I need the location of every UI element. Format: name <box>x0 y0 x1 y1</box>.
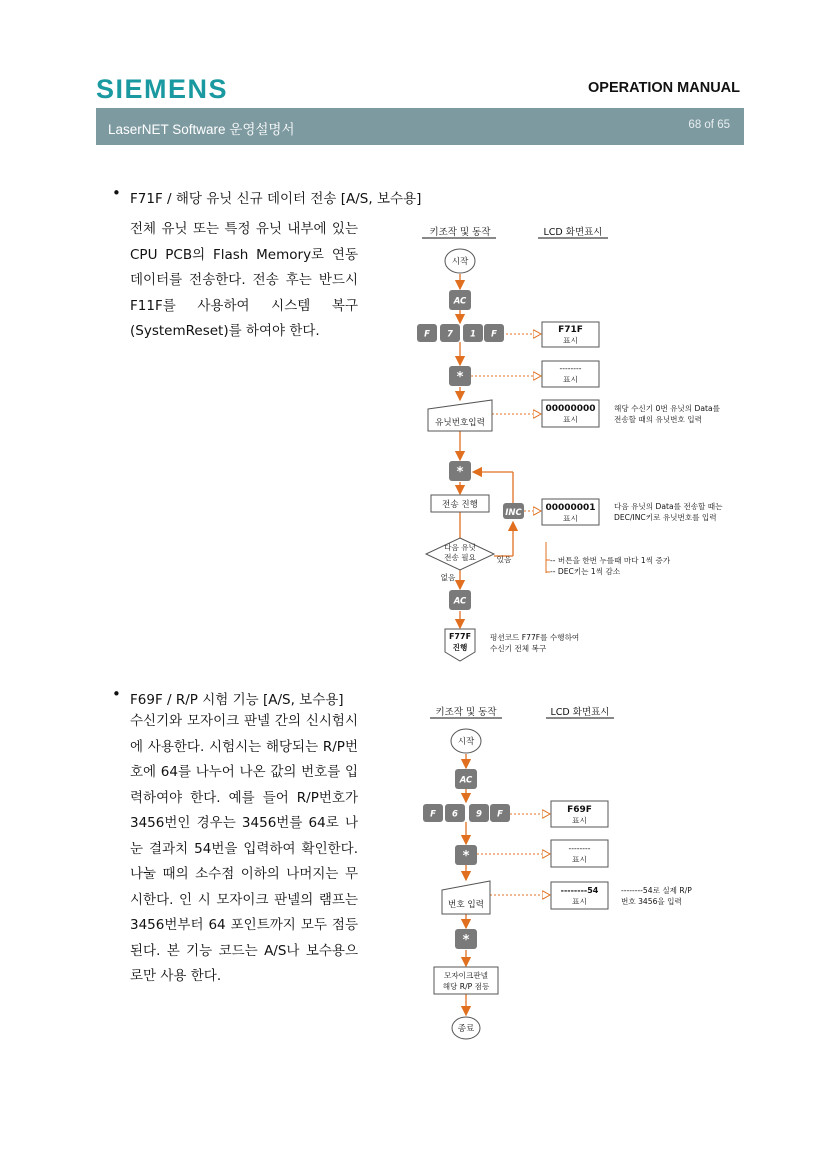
lamp-line2: 해당 R/P 점등 <box>442 982 490 991</box>
col-key-header-2: 키조작 및 동작 <box>435 707 497 718</box>
note5-line1: --------54로 실제 R/P <box>621 886 692 895</box>
inc-key-label: INC <box>505 508 522 518</box>
unit-input-label: 유닛번호입력 <box>435 418 485 428</box>
key-6-label: 6 <box>452 809 458 820</box>
col-key-header: 키조작 및 동작 <box>429 227 491 238</box>
progress-label: 전송 진행 <box>442 500 478 510</box>
flowchart-f71f <box>400 220 790 665</box>
star-key-3-label: * <box>462 849 470 864</box>
siemens-logo: SIEMENS <box>96 74 229 104</box>
f77f-end-line1: F77F <box>448 632 472 641</box>
lcd-box-2-main: -------- <box>559 364 582 373</box>
section1-title: F71F / 해당 유닛 신규 데이터 전송 [A/S, 보수용] <box>130 191 422 207</box>
no-label: 없음 <box>440 573 456 582</box>
f77f-end-line2: 진행 <box>452 643 468 652</box>
lcd-box-6-sub: 표시 <box>572 855 587 864</box>
lcd-box-4-sub: 표시 <box>563 514 578 523</box>
note2-line2: DEC/INC키로 유닛번호를 입력 <box>614 513 717 522</box>
lcd-box-7-main: --------54 <box>560 886 599 895</box>
star-key-label: * <box>456 370 464 385</box>
lcd-box-5-sub: 표시 <box>572 816 587 825</box>
header-bar <box>96 108 744 145</box>
start-label-2: 시작 <box>457 737 475 747</box>
section2-title: F69F / R/P 시험 기능 [A/S, 보수용] <box>130 692 344 708</box>
key-7-label: 7 <box>447 329 453 340</box>
note3-line2: -- DEC키는 1씩 감소 <box>550 567 621 576</box>
yes-label: 있음 <box>496 555 512 564</box>
key-1-label: 1 <box>470 329 476 340</box>
lcd-box-7-sub: 표시 <box>572 897 587 906</box>
key-f-3-label: F <box>430 809 436 820</box>
lamp-line1: 모자이크판넬 <box>443 971 489 980</box>
end-label: 종료 <box>457 1024 475 1034</box>
key-f2-label: F <box>491 329 497 340</box>
section2-body: 수신기와 모자이크 판넬 간의 신시험시에 사용한다. 시험시는 해당되는 R/P번호에 64를 나누어 나온 값의 번호를 입력하여야 한다. 예를 들어 R/P번호가 3456번인 경우는 3456번를 64로 나눈 결과치 54번을 입력하여 확인한다. 나눌 때의 소수점 이하의 나머지는 무시한다. 인 시 모자이크 판넬의 램프는3456번부터 64 포인트까지 모두 점등된다. 본 기능 코드는 A/S나 보수용으로만 사용 한다. <box>130 713 358 984</box>
key-f-label: F <box>424 329 430 340</box>
lcd-box-5-main: F69F <box>567 805 592 815</box>
note3-line1: -- 버튼을 한번 누를때 마다 1씩 증가 <box>550 556 671 565</box>
bullet-icon: • <box>112 184 121 202</box>
star-key-4-label: * <box>462 933 470 948</box>
lcd-box-4-main: 00000001 <box>545 503 596 513</box>
note1-line1: 해당 수신기 0번 유닛의 Data를 <box>614 404 720 413</box>
ac-key-3-label: AC <box>459 775 473 786</box>
col-lcd-header: LCD 화면표시 <box>543 227 603 238</box>
col-lcd-header-2: LCD 화면표시 <box>550 707 610 718</box>
start-label: 시작 <box>451 257 469 267</box>
note4-line2: 수신기 전체 복구 <box>490 644 547 653</box>
doc-title: OPERATION MANUAL <box>588 80 740 96</box>
ac-key-label: AC <box>453 296 467 307</box>
lcd-box-3-main: 00000000 <box>545 404 596 414</box>
page-number: 68 of 65 <box>688 119 730 131</box>
lcd-box-1-sub: 표시 <box>563 336 578 345</box>
ac-key-2-label: AC <box>453 596 467 607</box>
lcd-box-6-main: -------- <box>568 844 591 853</box>
decision-line1: 다음 유닛 <box>444 543 476 552</box>
number-input-label: 번호 입력 <box>448 900 484 910</box>
flowchart-f69f <box>406 700 796 1045</box>
note4-line1: 펑션코드 F77F를 수행하여 <box>490 633 580 642</box>
note5-line2: 번호 3456을 입력 <box>621 897 682 906</box>
key-f-4-label: F <box>497 809 503 820</box>
decision-line2: 전송 필요 <box>444 553 476 562</box>
note2-line1: 다음 유닛의 Data를 전송할 때는 <box>614 502 723 511</box>
software-title: LaserNET Software 운영설명서 <box>108 122 295 137</box>
key-9-label: 9 <box>476 809 482 820</box>
note1-line2: 전송할 때의 유닛번호 입력 <box>614 415 702 424</box>
bullet-icon-2: • <box>112 685 121 703</box>
section1-body: 전체 유닛 또는 특정 유닛 내부에 있는 CPU PCB의 Flash Memory로 연동 데이터를 전송한다. 전송 후는 반드시 F11F를 사용하여 시스템 복구 (SystemReset)를 하여야 한다. <box>130 221 358 339</box>
lcd-box-2-sub: 표시 <box>563 375 578 384</box>
star-key-2-label: * <box>456 465 464 480</box>
lcd-box-1-main: F71F <box>558 325 583 335</box>
lcd-box-3-sub: 표시 <box>563 415 578 424</box>
